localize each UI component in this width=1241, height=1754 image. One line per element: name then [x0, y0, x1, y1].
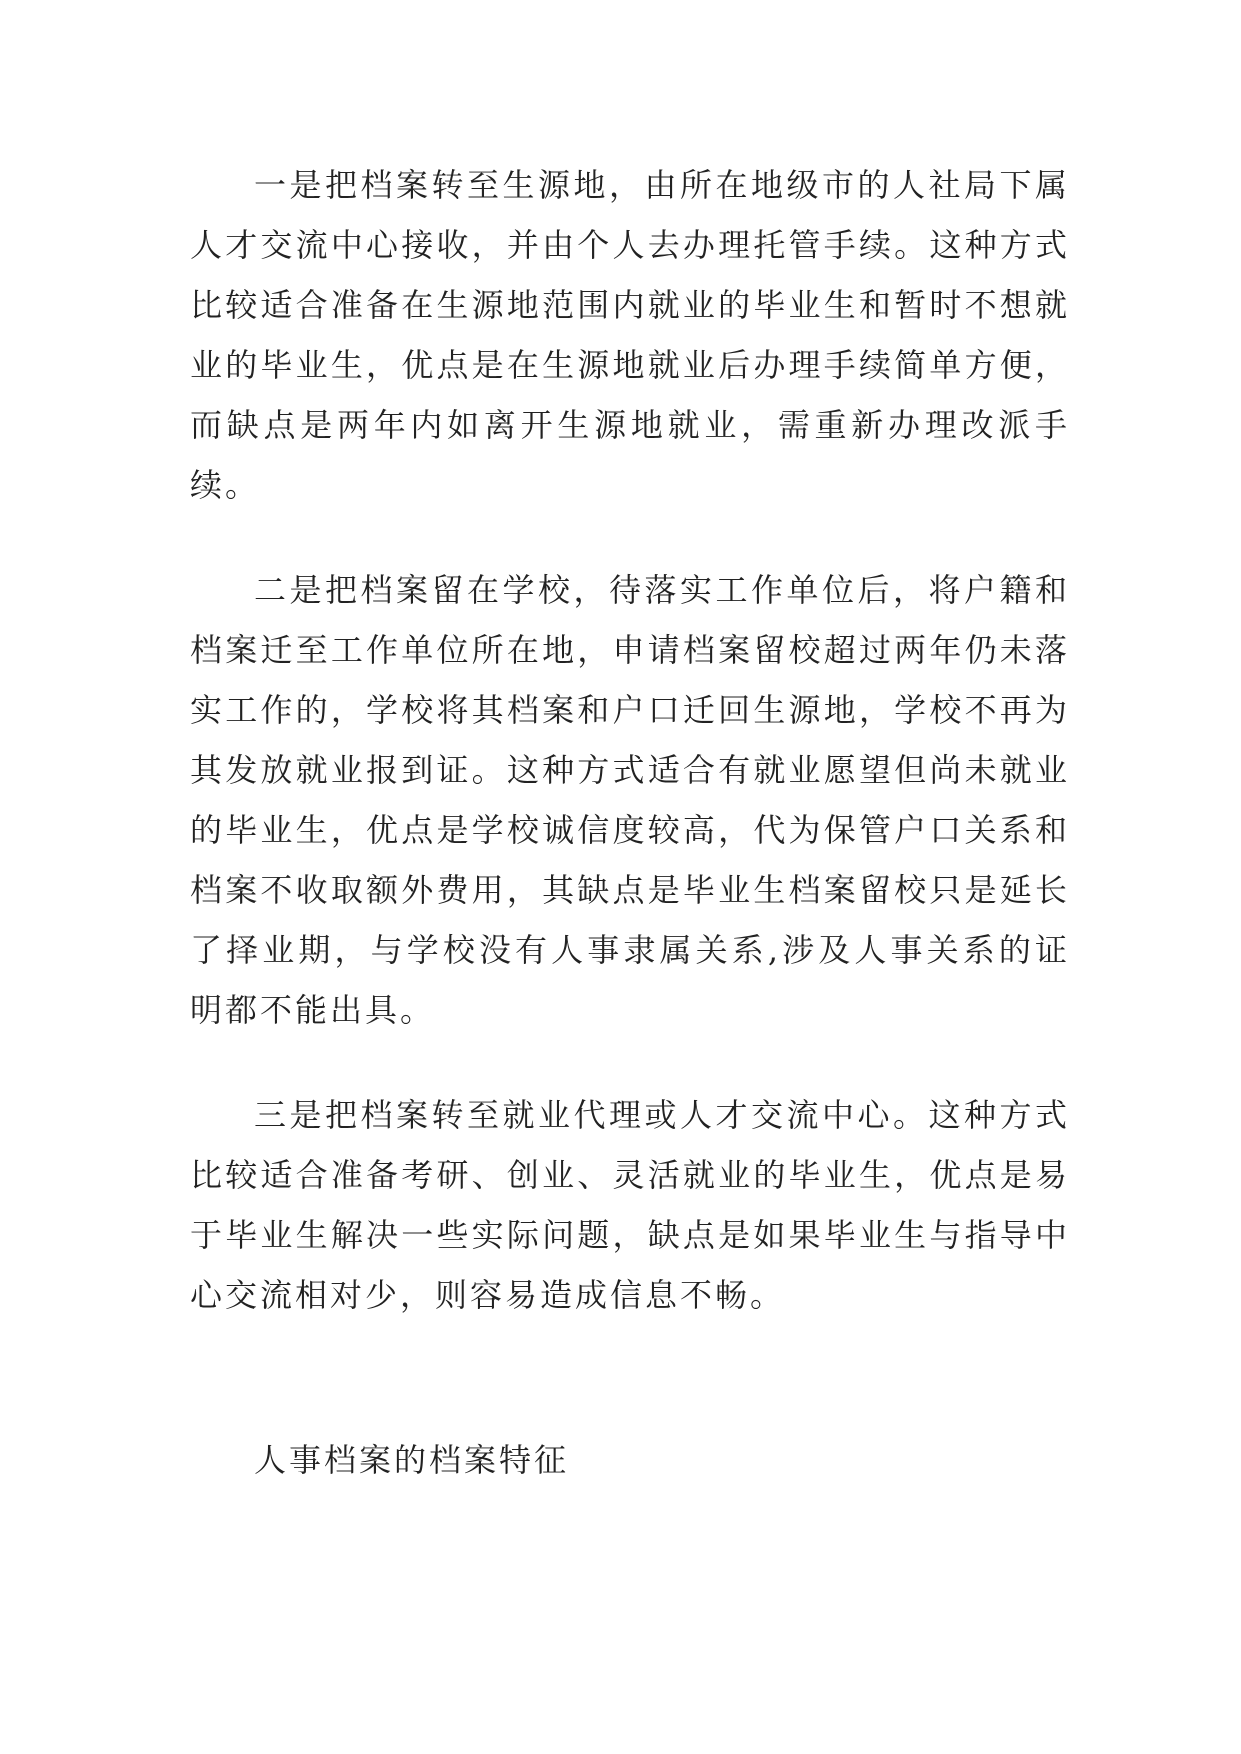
paragraph-option-three: 三是把档案转至就业代理或人才交流中心。这种方式比较适合准备考研、创业、灵活就业的毕业生，优点是易于毕业生解决一些实际问题，缺点是如果毕业生与指导中心交流相对少，则容易造成信息不畅。 — [190, 1096, 1070, 1314]
paragraph-option-one: 一是把档案转至生源地，由所在地级市的人社局下属人才交流中心接收，并由个人去办理托管手续。这种方式比较适合准备在生源地范围内就业的毕业生和暂时不想就业的毕业生，优点是在生源地就业后办理手续简单方便，而缺点是两年内如离开生源地就业，需重新办理改派手续。 — [190, 166, 1070, 504]
section-heading: 人事档案的档案特征 — [254, 1441, 570, 1479]
paragraph-option-two: 二是把档案留在学校，待落实工作单位后，将户籍和档案迁至工作单位所在地，申请档案留校超过两年仍未落实工作的，学校将其档案和户口迁回生源地，学校不再为其发放就业报到证。这种方式适合有就业愿望但尚未就业的毕业生，优点是学校诚信度较高，代为保管户口关系和档案不收取额外费用，其缺点是毕业生档案留校只是延长了择业期，与学校没有人事隶属关系,涉及人事关系的证明都不能出具。 — [190, 571, 1070, 1029]
